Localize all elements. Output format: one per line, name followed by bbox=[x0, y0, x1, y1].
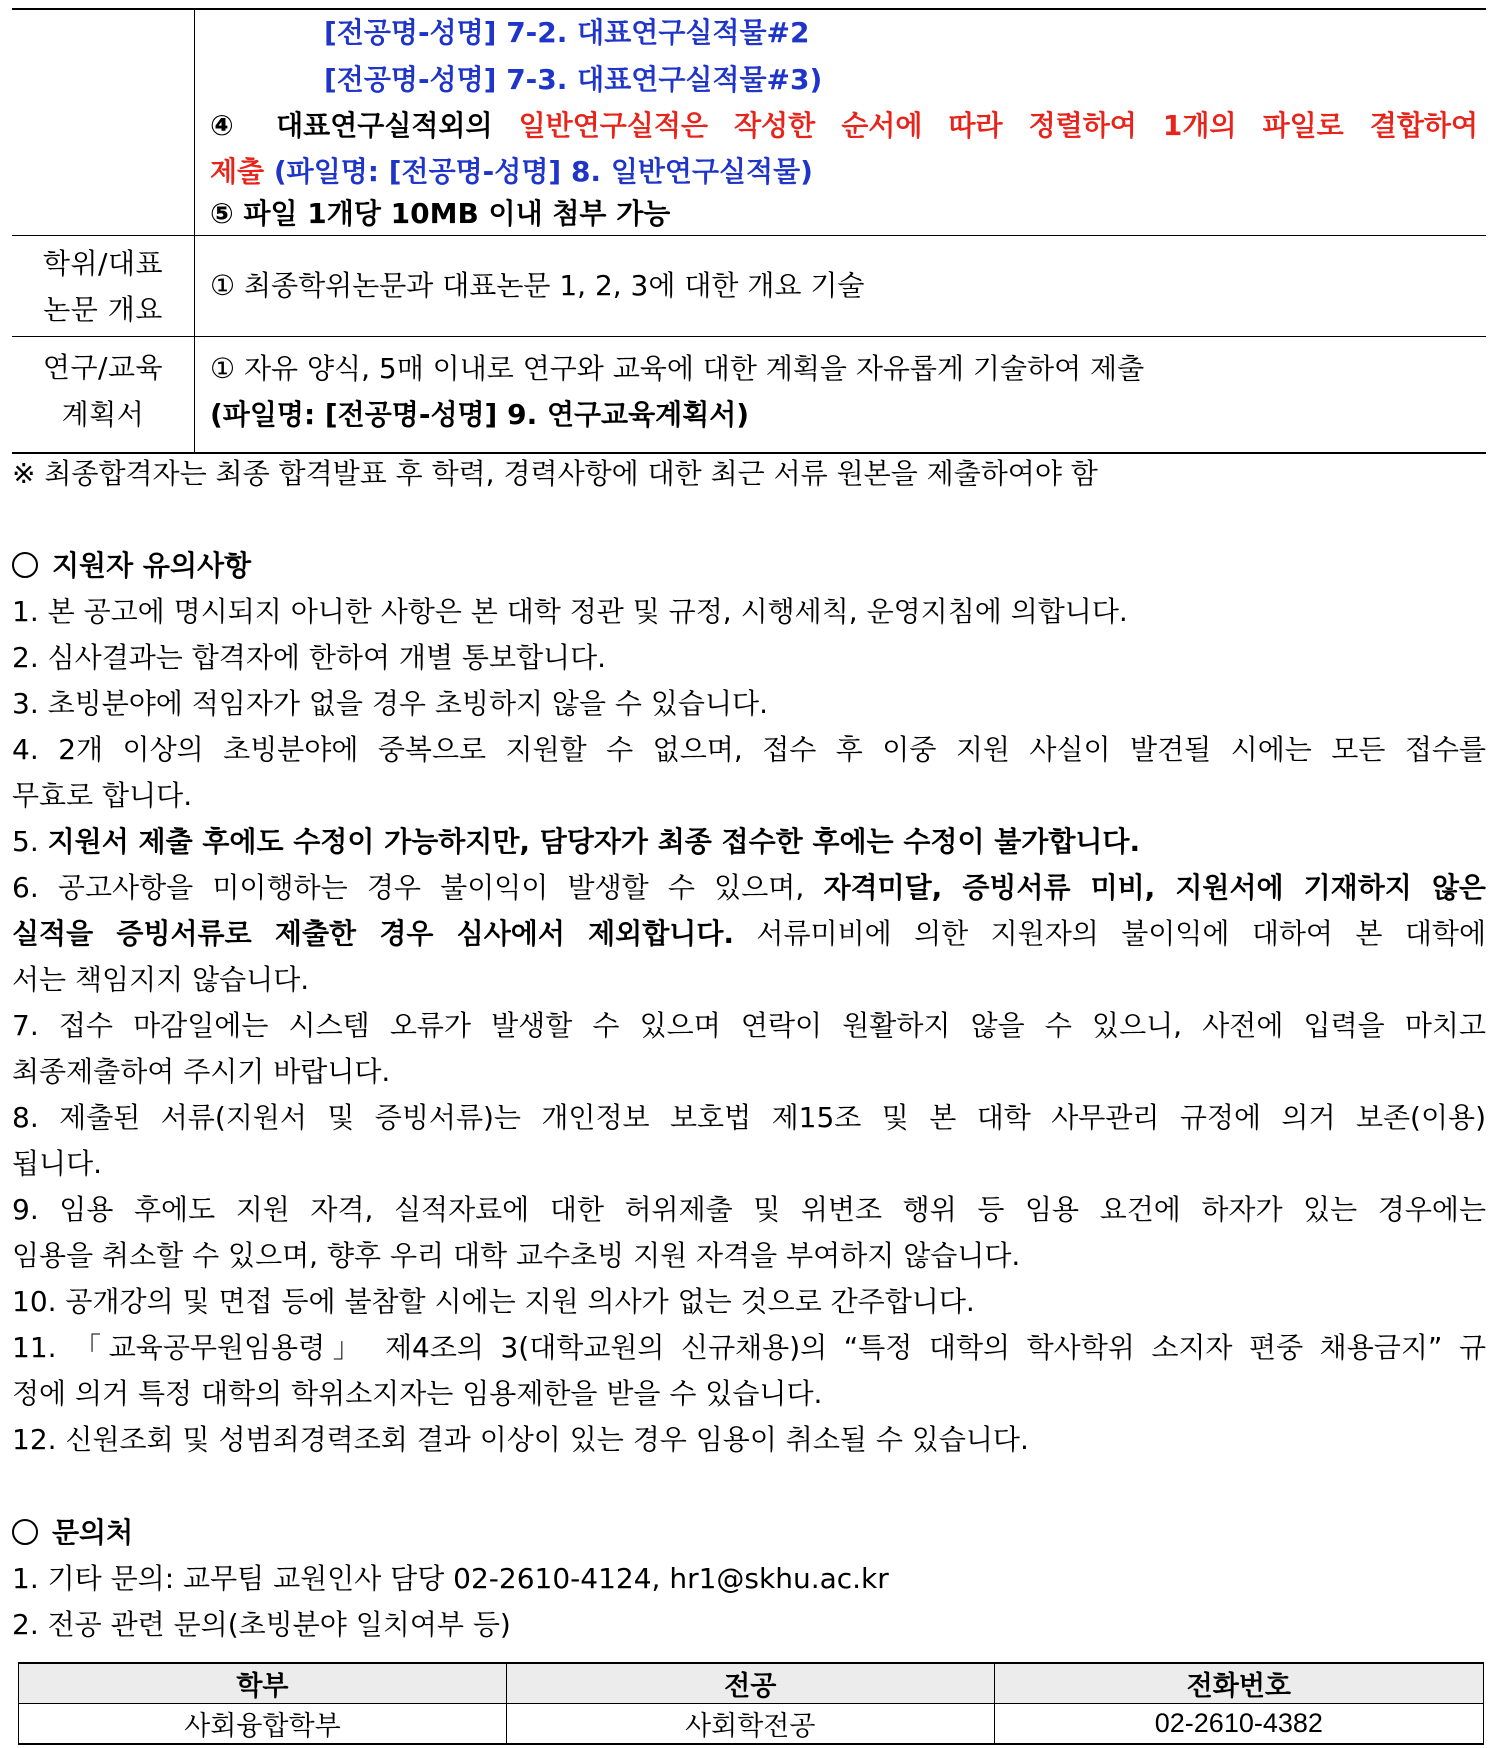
notice-item-5-bold: 지원서 제출 후에도 수정이 가능하지만, 담당자가 최종 접수한 후에는 수정이 불가합니다. bbox=[47, 825, 1141, 858]
submission-line-7-3: [전공명-성명] 7-3. 대표연구실적물#3) bbox=[324, 63, 823, 96]
cell-phone: 02-2610-4382 bbox=[994, 1704, 1483, 1745]
notice-item-2: 2. 심사결과는 합격자에 한하여 개별 통보합니다. bbox=[12, 641, 607, 674]
notice-item-4: 4. 2개 이상의 초빙분야에 중복으로 지원할 수 없으며, 접수 후 이중 지원 사실이 발견될 시에는 모든 접수를 bbox=[12, 733, 1486, 766]
contact-table bbox=[18, 1662, 1484, 1745]
item4-prefix: ④ 대표연구실적외의 bbox=[210, 109, 519, 142]
table-row bbox=[19, 1704, 1484, 1745]
cell-department: 사회융합학부 bbox=[19, 1704, 507, 1745]
plan-label-2: 계획서 bbox=[61, 398, 145, 431]
item4-filename: (파일명: [전공명-성명] 8. 일반연구실적물) bbox=[264, 155, 813, 188]
item4-red-text: 일반연구실적은 작성한 순서에 따라 정렬하여 1개의 파일로 결합하여 bbox=[518, 109, 1478, 142]
notice-item-4-cont: 무효로 합니다. bbox=[12, 779, 193, 812]
item4-red-submit: 제출 bbox=[210, 155, 265, 188]
submission-item-4-cont bbox=[210, 149, 813, 195]
notice-heading bbox=[12, 543, 251, 589]
submission-line-7-2: [전공명-성명] 7-2. 대표연구실적물#2 bbox=[324, 16, 810, 49]
contact-heading bbox=[12, 1510, 133, 1556]
notice-item-6-end: 서는 책임지지 않습니다. bbox=[12, 963, 310, 996]
header-phone: 전화번호 bbox=[994, 1663, 1483, 1704]
notice-item-5-number: 5. bbox=[12, 825, 48, 858]
notice-item-8-cont: 됩니다. bbox=[12, 1147, 103, 1180]
notice-item-7: 7. 접수 마감일에는 시스템 오류가 발생할 수 있으며 연락이 원활하지 않을 수 있으니, 사전에 입력을 마치고 bbox=[12, 1009, 1486, 1042]
circle-bullet-icon bbox=[12, 1519, 38, 1545]
notice-item-6-plain-2: 서류미비에 의한 지원자의 불이익에 대하여 본 대학에 bbox=[734, 917, 1486, 950]
circle-bullet-icon bbox=[12, 552, 38, 578]
final-notice-note: ※ 최종합격자는 최종 합격발표 후 학력, 경력사항에 대한 최근 서류 원본을 제출하여야 함 bbox=[12, 457, 1098, 490]
notice-item-9: 9. 임용 후에도 지원 자격, 실적자료에 대한 허위제출 및 위변조 행위 등 임용 요건에 하자가 있는 경우에는 bbox=[12, 1193, 1486, 1226]
notice-item-5 bbox=[12, 819, 1140, 865]
contact-title: 문의처 bbox=[52, 1516, 134, 1549]
notice-item-11-cont: 정에 의거 특정 대학의 학위소지자는 임용제한을 받을 수 있습니다. bbox=[12, 1377, 823, 1410]
table-row-divider bbox=[12, 336, 1486, 337]
notice-item-6-bold-2: 실적을 증빙서류로 제출한 경우 심사에서 제외합니다. bbox=[12, 917, 735, 950]
contact-table-header bbox=[19, 1663, 1484, 1704]
notice-item-1: 1. 본 공고에 명시되지 아니한 사항은 본 대학 정관 및 규정, 시행세칙, 운영지침에 의합니다. bbox=[12, 595, 1128, 628]
notice-item-11: 11. 「교육공무원임용령」 제4조의 3(대학교원의 신규채용)의 “특정 대학의 학사학위 소지자 편중 채용금지” 규 bbox=[12, 1331, 1486, 1364]
notice-item-10: 10. 공개강의 및 면접 등에 불참할 시에는 지원 의사가 없는 것으로 간주합니다. bbox=[12, 1285, 975, 1318]
contact-item-1: 1. 기타 문의: 교무팀 교원인사 담당 02-2610-4124, hr1@skhu.ac.kr bbox=[12, 1562, 889, 1595]
summary-text: ① 최종학위논문과 대표논문 1, 2, 3에 대한 개요 기술 bbox=[210, 269, 865, 302]
notice-item-8: 8. 제출된 서류(지원서 및 증빙서류)는 개인정보 보호법 제15조 및 본 대학 사무관리 규정에 의거 보존(이용) bbox=[12, 1101, 1486, 1134]
notice-item-9-cont: 임용을 취소할 수 있으며, 향후 우리 대학 교수초빙 지원 자격을 부여하지 않습니다. bbox=[12, 1239, 1021, 1272]
notice-title: 지원자 유의사항 bbox=[52, 549, 252, 582]
submission-item-5: ⑤ 파일 1개당 10MB 이내 첨부 가능 bbox=[210, 197, 671, 230]
notice-item-3: 3. 초빙분야에 적임자가 없을 경우 초빙하지 않을 수 있습니다. bbox=[12, 687, 768, 720]
notice-item-6-bold: 자격미달, 증빙서류 미비, 지원서에 기재하지 않은 bbox=[823, 871, 1486, 904]
submission-item-4 bbox=[210, 103, 1478, 149]
plan-text: ① 자유 양식, 5매 이내로 연구와 교육에 대한 계획을 자유롭게 기술하여 제출 bbox=[210, 352, 1145, 385]
cell-major: 사회학전공 bbox=[506, 1704, 994, 1745]
header-department: 학부 bbox=[19, 1663, 507, 1704]
notice-item-6-plain: 6. 공고사항을 미이행하는 경우 불이익이 발생할 수 있으며, bbox=[12, 871, 824, 904]
plan-label-1: 연구/교육 bbox=[42, 351, 164, 384]
notice-item-6 bbox=[12, 865, 1486, 911]
notice-item-7-cont: 최종제출하여 주시기 바랍니다. bbox=[12, 1055, 391, 1088]
plan-filename: (파일명: [전공명-성명] 9. 연구교육계획서) bbox=[210, 398, 750, 431]
summary-label-1: 학위/대표 bbox=[42, 247, 164, 280]
contact-item-2: 2. 전공 관련 문의(초빙분야 일치여부 등) bbox=[12, 1608, 511, 1641]
header-major: 전공 bbox=[506, 1663, 994, 1704]
summary-label-2: 논문 개요 bbox=[43, 293, 163, 326]
notice-item-6-cont bbox=[12, 911, 1486, 957]
notice-item-12: 12. 신원조회 및 성범죄경력조회 결과 이상이 있는 경우 임용이 취소될 수 있습니다. bbox=[12, 1423, 1029, 1456]
application-documents-table bbox=[12, 8, 1486, 456]
table-column-divider bbox=[194, 8, 195, 454]
